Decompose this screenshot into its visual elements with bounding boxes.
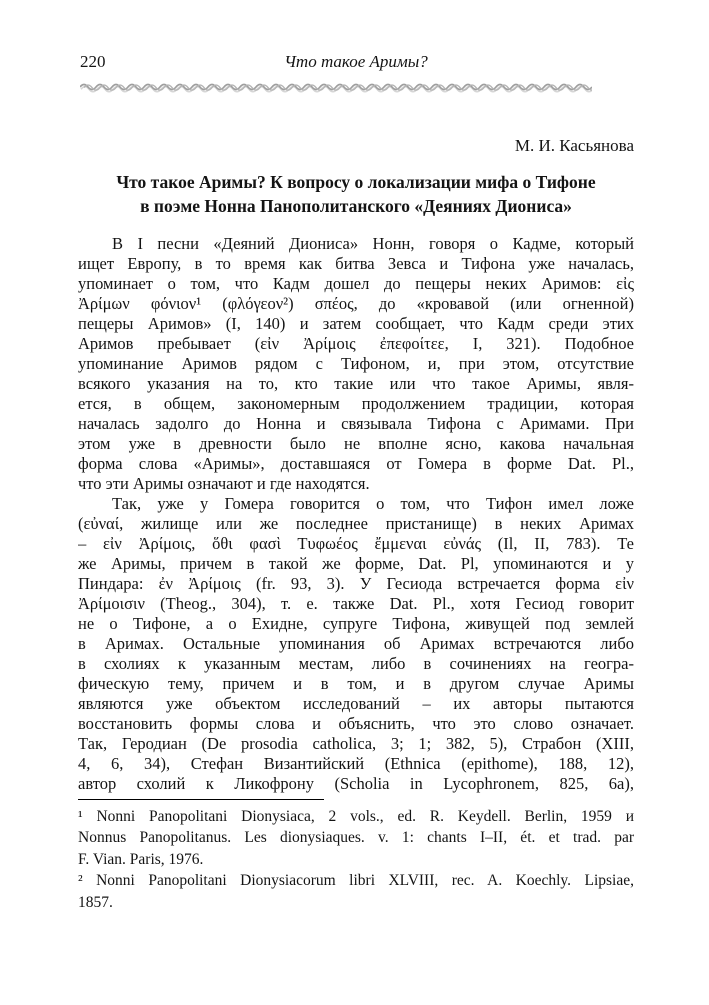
- article-title-line1: Что такое Аримы? К вопросу о локализации мифа о Тифоне: [116, 172, 596, 192]
- text-line: всякого указания на то, кто такие или что такое Аримы, явля-: [78, 374, 634, 393]
- wavy-rule-ornament: [80, 81, 592, 93]
- text-line: автор схолий к Ликофрону (Scholia in Lycophronem, 825, 6а),: [78, 774, 634, 793]
- page-number: 220: [80, 52, 106, 71]
- text-line: в схолиях к указанным местам, либо в сочинениях на геогра-: [78, 654, 634, 673]
- article-body: [78, 234, 634, 794]
- author-line: М. И. Касьянова: [514, 136, 634, 155]
- text-line: 1857.: [78, 893, 113, 911]
- text-line: F. Vian. Paris, 1976.: [78, 850, 204, 868]
- text-line: ¹ Nonni Panopolitani Dionysiaca, 2 vols., ed. R. Keydell. Berlin, 1959 и: [78, 808, 634, 825]
- text-line: форма слова «Аримы», доставшаяся от Гомера в форме Dat. Pl.,: [78, 454, 634, 473]
- text-line: ется, в общем, закономерным продолжением традиции, которая: [78, 394, 634, 413]
- text-line: же Аримы, причем в такой же форме, Dat. Pl, упоминаются и у: [78, 554, 634, 573]
- text-line: упоминание Аримов рядом с Тифоном, и, при этом, отсутствие: [78, 354, 634, 373]
- text-line: началась задолго до Нонна и связывала Тифона с Аримами. При: [78, 414, 634, 433]
- text-line: Ἀρίμοισιν (Theog., 304), т. е. также Dat. Pl., хотя Гесиод говорит: [78, 594, 634, 613]
- text-line: Nonnus Panopolitanus. Les dionysiaques. v. 1: chants I–II, ét. et trad. par: [78, 829, 634, 847]
- running-title: Что такое Аримы?: [284, 52, 428, 71]
- text-line: пещеры Аримов» (I, 140) и затем сообщает, что Кадм среди этих: [78, 314, 634, 333]
- text-line: восстановить формы слова и объяснить, что это слово означает.: [78, 714, 634, 733]
- text-line: фическую тему, причем и в том, и в другом случае Аримы: [78, 674, 634, 693]
- text-line: являются уже объектом исследований – их авторы пытаются: [78, 694, 634, 713]
- footnotes-block: [78, 806, 634, 913]
- text-line: Ἀρίμων φόνιον¹ (φλόγεον²) σπέος, до «кровавой (или огненной): [78, 294, 634, 313]
- text-line: не о Тифоне, а о Ехидне, супруге Тифона, живущей под землей: [78, 614, 634, 633]
- text-line: 4, 6, 34), Стефан Византийский (Ethnica (epithome), 188, 12),: [78, 754, 634, 773]
- text-line: этом уже в древности было не вполне ясно, какова начальная: [78, 434, 634, 453]
- footnote-separator-rule: [78, 799, 324, 800]
- article-title: [70, 170, 642, 218]
- text-line: в Аримах. Остальные упоминания об Аримах встречаются либо: [78, 634, 634, 653]
- text-line: что эти Аримы означают и где находятся.: [78, 474, 370, 493]
- text-line: ищет Европу, в то время как битва Зевса и Тифона уже началась,: [78, 254, 634, 273]
- text-line: Так, уже у Гомера говорится о том, что Тифон имел ложе: [112, 494, 634, 513]
- text-line: Так, Геродиан (De prosodia catholica, 3; 1; 382, 5), Страбон (XIII,: [78, 734, 634, 753]
- article-title-line2: в поэме Нонна Панополитанского «Деяниях Диониса»: [140, 196, 572, 216]
- text-line: Пиндара: ἐν Ἀρίμοις (fr. 93, 3). У Гесиода встречается форма εἰν: [78, 574, 634, 593]
- text-line: – εἰν Ἀρίμοις, ὅθι φασὶ Τυφωέος ἔμμεναι εὐνάς (Il, II, 783). Те: [78, 534, 634, 553]
- text-line: Аримов пребывает (εἰν Ἀρίμοις ἐπεφοίτεε, I, 321). Подобное: [78, 334, 634, 353]
- text-line: ² Nonni Panopolitani Dionysiacorum libri XLVIII, rec. A. Koechly. Lipsiae,: [78, 872, 634, 890]
- text-line: (εὐναί, жилище или же последнее пристанище) в неких Аримах: [78, 514, 634, 533]
- page-header: [78, 52, 634, 74]
- text-line: В I песни «Деяний Диониса» Нонн, говоря о Кадме, который: [112, 234, 634, 253]
- text-line: упоминает о том, что Кадм дошел до пещеры неких Аримов: εἰς: [78, 274, 634, 293]
